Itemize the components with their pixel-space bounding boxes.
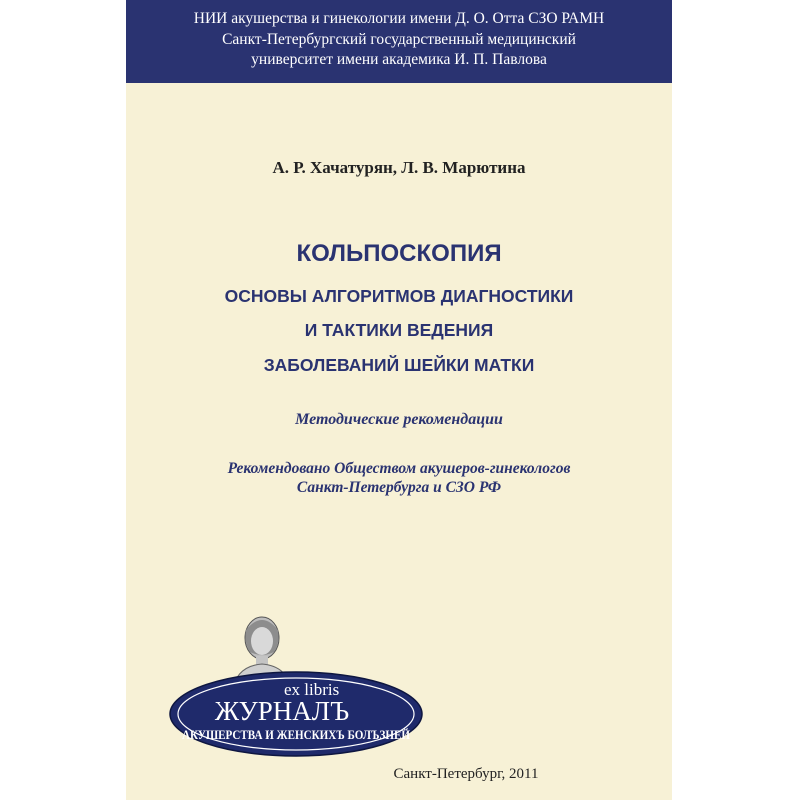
institute-line-3: университет имени академика И. П. Павлова (251, 51, 547, 68)
institute-line-2: Санкт-Петербургский государственный медицинский (222, 31, 576, 48)
journal-subtitle: АКУШЕРСТВА И ЖЕНСКИХЪ БОЛЪЗНЕЙ (182, 728, 411, 742)
book-title: КОЛЬПОСКОПИЯ (296, 240, 502, 267)
header-band (126, 0, 672, 83)
exlibris-label: ex libris (284, 680, 340, 699)
recommendation-line-2: Санкт-Петербурга и СЗО РФ (296, 479, 502, 496)
recommendation-line-1: Рекомендовано Обществом акушеров-гинекологов (227, 460, 571, 477)
subtitle-line-1: ОСНОВЫ АЛГОРИТМОВ ДИАГНОСТИКИ (224, 286, 574, 306)
exlibris-emblem (166, 608, 426, 760)
book-cover (126, 0, 672, 800)
publication-place-year: Санкт-Петербург, 2011 (393, 766, 539, 782)
genre-label: Методические рекомендации (295, 411, 503, 428)
subtitle-line-2: И ТАКТИКИ ВЕДЕНИЯ (304, 320, 494, 340)
authors: А. Р. Хачатурян, Л. В. Марютина (272, 158, 526, 177)
subtitle-line-3: ЗАБОЛЕВАНИЙ ШЕЙКИ МАТКИ (263, 355, 535, 375)
institute-line-1: НИИ акушерства и гинекологии имени Д. О. Отта СЗО РАМН (193, 10, 605, 27)
journal-title: ЖУРНАЛЪ (214, 696, 350, 726)
